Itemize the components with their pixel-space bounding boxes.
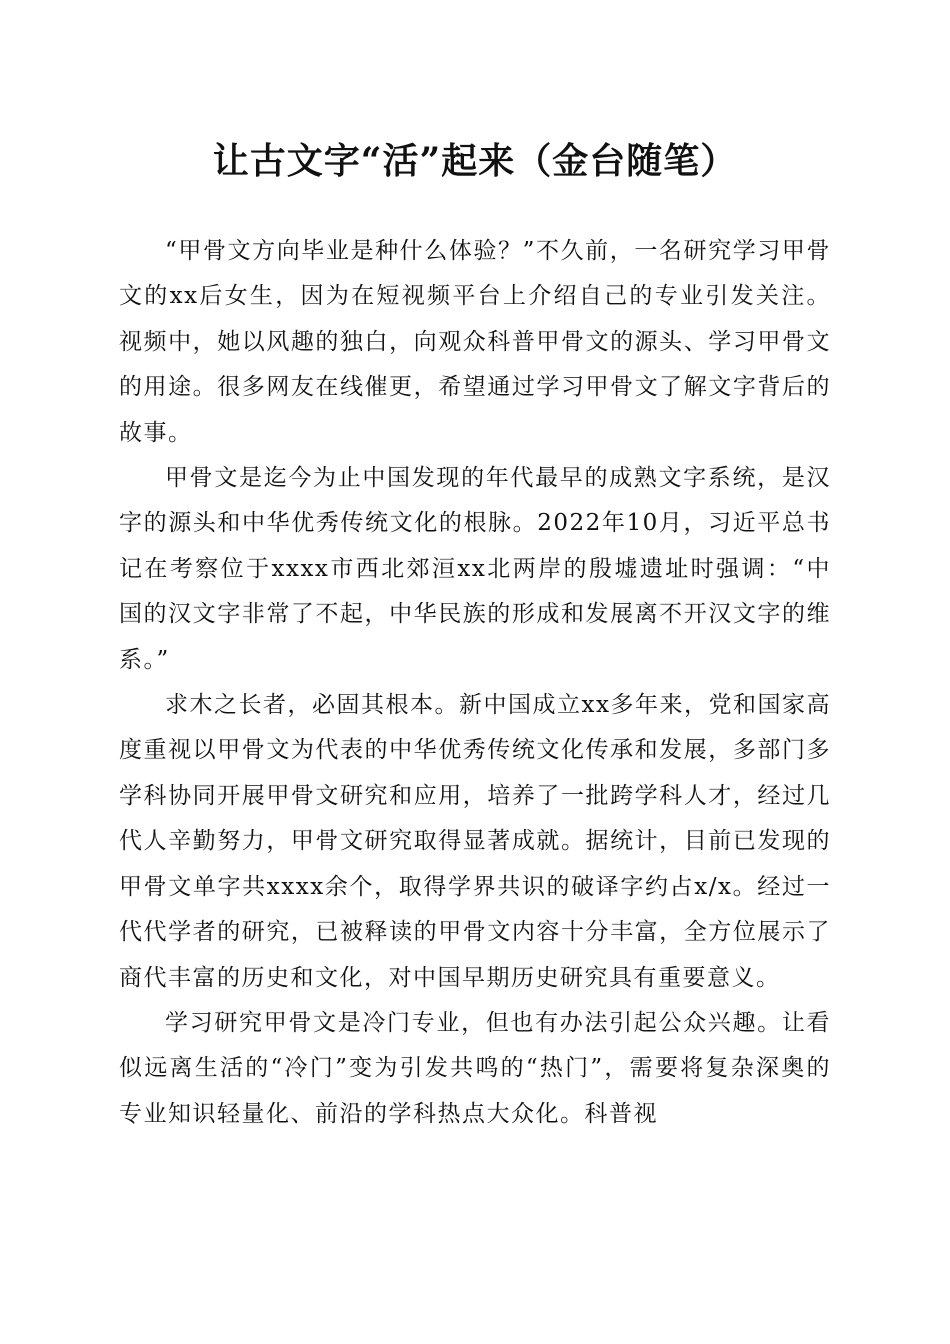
article-title: 让古文字“活”起来（金台随笔） — [212, 140, 738, 182]
paragraph-4: 学习研究甲骨文是冷门专业，但也有办法引起公众兴趣。让看似远离生活的“冷门”变为引发共鸣的“热门”，需要将复杂深奥的专业知识轻量化、前沿的学科热点大众化。科普视 — [119, 1009, 831, 1127]
paragraph-1: “甲骨文方向毕业是种什么体验？”不久前，一名研究学习甲骨文的xx后女生，因为在短视频平台上介绍自己的专业引发关注。视频中，她以风趣的独白，向观众科普甲骨文的源头、学习甲骨文的用途。很多网友在线催更，希望通过学习甲骨文了解文字背后的故事。 — [119, 238, 831, 446]
article-body — [119, 229, 831, 1137]
paragraph-3: 求木之长者，必固其根本。新中国成立xx多年来，党和国家高度重视以甲骨文为代表的中华优秀传统文化传承和发展，多部门多学科协同开展甲骨文研究和应用，培养了一批跨学科人才，经过几代人辛勤努力，甲骨文研究取得显著成就。据统计，目前已发现的甲骨文单字共xxxx余个，取得学界共识的破译字约占x/x。经过一代代学者的研究，已被释读的甲骨文内容十分丰富，全方位展示了商代丰富的历史和文化，对中国早期历史研究具有重要意义。 — [119, 692, 831, 991]
paragraph-2: 甲骨文是迄今为止中国发现的年代最早的成熟文字系统，是汉字的源头和中华优秀传统文化的根脉。2022年10月，习近平总书记在考察位于xxxx市西北郊洹xx北两岸的殷墟遗址时强调：“中国的汉文字非常了不起，中华民族的形成和发展离不开汉文字的维系。” — [119, 465, 831, 673]
